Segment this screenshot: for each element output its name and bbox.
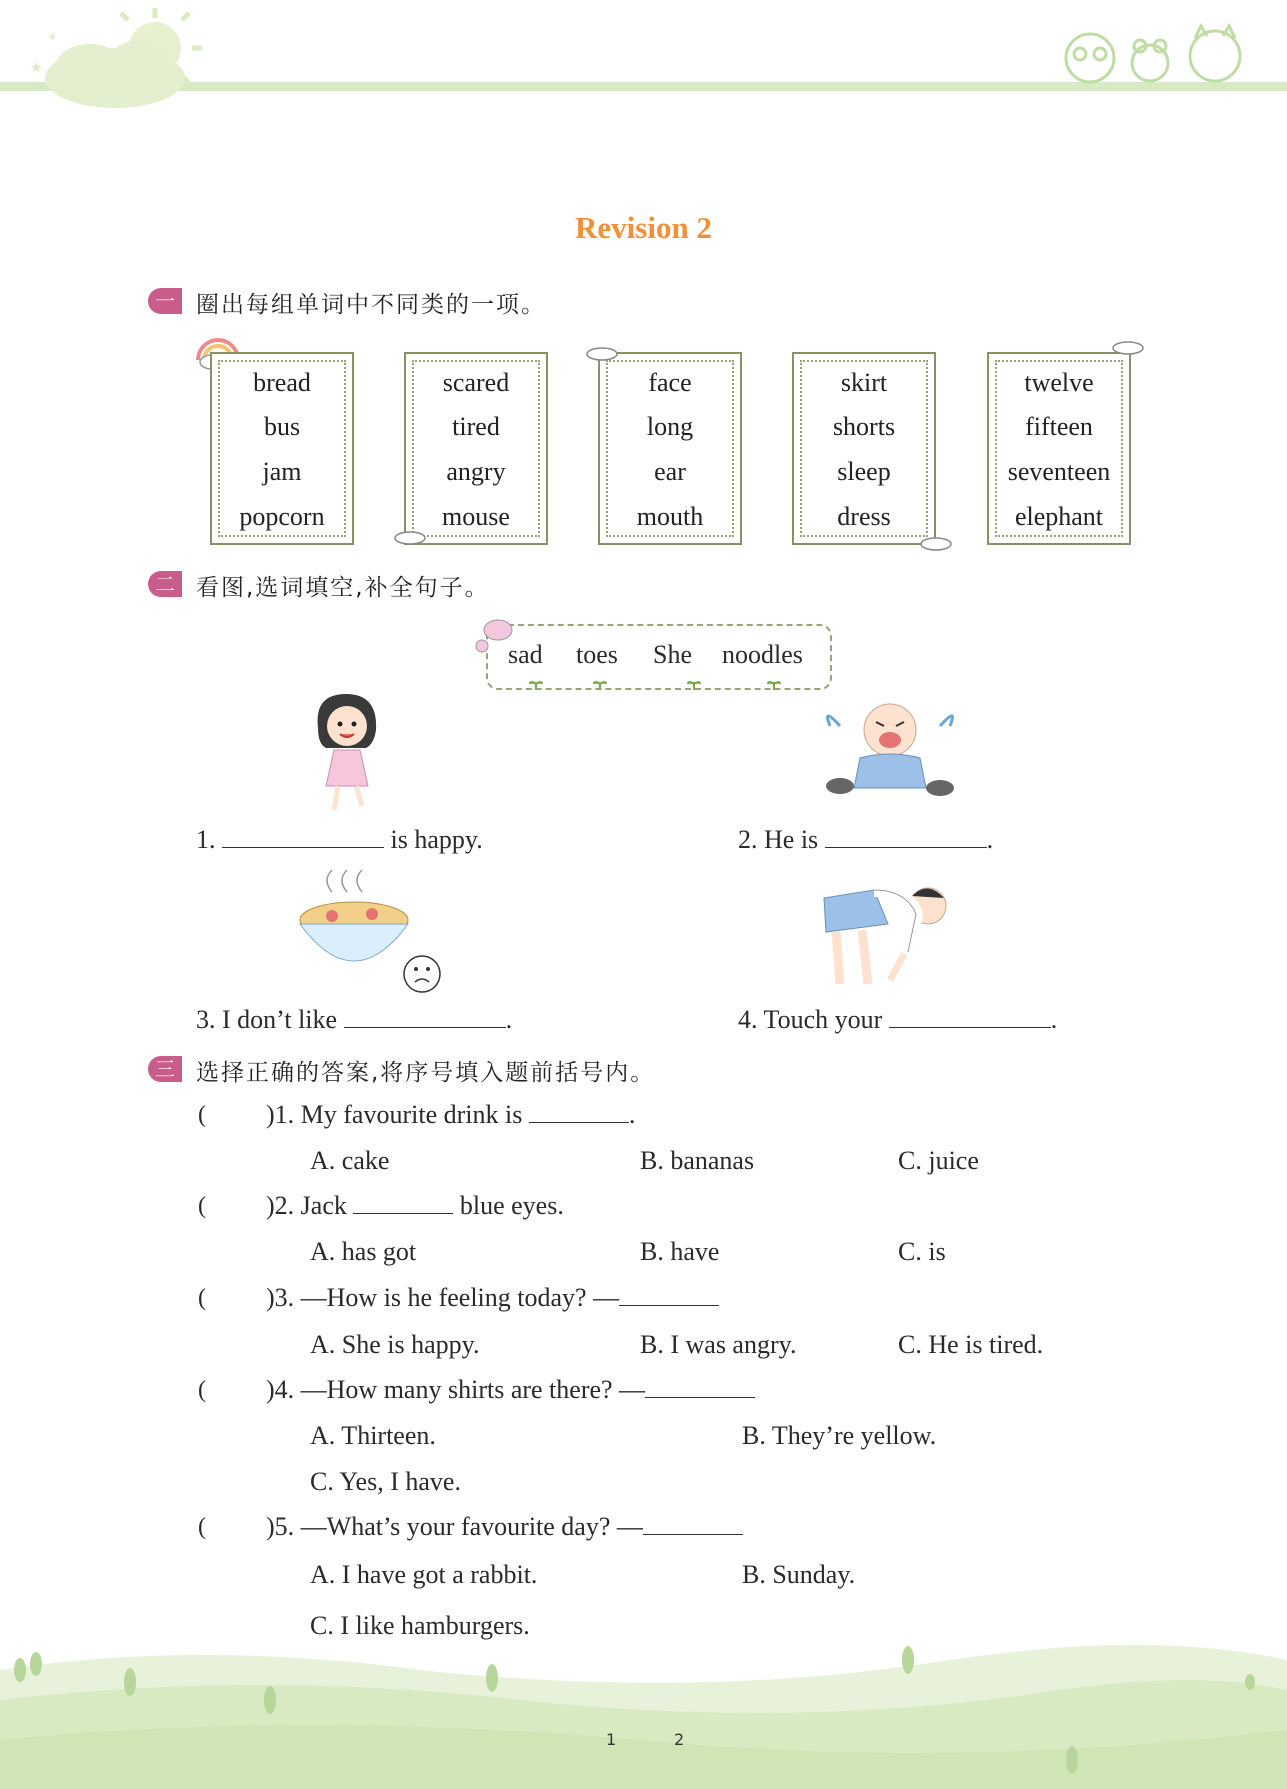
question-text: is happy.: [390, 825, 483, 854]
option-c[interactable]: C. is: [898, 1237, 946, 1266]
mc-question-2: [266, 1191, 564, 1221]
answer-blank[interactable]: [344, 1005, 506, 1028]
option-b[interactable]: B. I was angry.: [640, 1330, 797, 1359]
option-c[interactable]: C. Yes, I have.: [310, 1467, 461, 1496]
mc-question-1: [266, 1100, 635, 1130]
option-c[interactable]: C. He is tired.: [898, 1330, 1044, 1359]
word-option[interactable]: ear: [654, 457, 686, 486]
question-text: 3. I don’t like: [196, 1005, 338, 1034]
question-punctuation: .: [505, 1005, 513, 1034]
option-b[interactable]: B. bananas: [640, 1146, 755, 1175]
section-2-instruction: 看图,选词填空,补全句子。: [196, 575, 490, 601]
answer-blank[interactable]: [889, 1005, 1051, 1028]
noodle-bowl-picture: [292, 868, 442, 998]
question-text: )4. —How many shirts are there? —: [266, 1375, 646, 1404]
sad-boy-crying-picture: [820, 696, 960, 808]
word-bank-item[interactable]: noodles: [722, 640, 803, 669]
option-a[interactable]: A. Thirteen.: [310, 1421, 436, 1450]
word-option[interactable]: jam: [262, 457, 302, 486]
option-a[interactable]: A. has got: [310, 1237, 417, 1266]
option-b[interactable]: B. They’re yellow.: [742, 1421, 937, 1450]
option-a[interactable]: A. cake: [310, 1146, 390, 1175]
mc-question-3: [266, 1283, 719, 1313]
answer-blank[interactable]: [619, 1283, 719, 1306]
word-group-2: [404, 352, 548, 545]
word-option[interactable]: seventeen: [1007, 457, 1111, 486]
word-option[interactable]: shorts: [832, 412, 896, 441]
word-option[interactable]: bread: [253, 368, 311, 397]
cloud-icon: [584, 346, 620, 362]
question-punctuation: .: [1050, 1005, 1058, 1034]
word-group-3: [598, 352, 742, 545]
sun-cloud-decoration: [20, 0, 210, 120]
word-bank-item[interactable]: She: [653, 640, 692, 669]
word-group-4: [792, 352, 936, 545]
boy-touching-toes-picture: [816, 876, 956, 992]
word-option[interactable]: elephant: [1014, 502, 1104, 531]
question-text: )1. My favourite drink is: [266, 1100, 523, 1129]
cloud-icon: [918, 536, 954, 552]
answer-bracket[interactable]: (: [198, 1377, 206, 1403]
picture-question-2: [738, 825, 993, 855]
page-number-right: 2: [674, 1730, 685, 1749]
answer-blank[interactable]: [643, 1512, 743, 1535]
word-option[interactable]: scared: [442, 368, 510, 397]
question-text: )3. —How is he feeling today? —: [266, 1283, 620, 1312]
option-b[interactable]: B. Sunday.: [742, 1560, 856, 1589]
answer-bracket[interactable]: (: [198, 1514, 206, 1540]
sprout-icons: [528, 678, 788, 692]
animals-decoration: [1055, 18, 1255, 88]
word-option[interactable]: dress: [837, 502, 891, 531]
question-text: 4. Touch your: [738, 1005, 883, 1034]
picture-question-1: [196, 825, 483, 855]
picture-question-4: [738, 1005, 1057, 1035]
option-c[interactable]: C. I like hamburgers.: [310, 1611, 530, 1640]
section-2-badge: 二: [148, 571, 182, 597]
svg-text:★: ★: [30, 61, 43, 76]
word-option[interactable]: bus: [263, 412, 301, 441]
answer-blank[interactable]: [222, 825, 384, 848]
option-a[interactable]: A. I have got a rabbit.: [310, 1560, 538, 1589]
answer-blank[interactable]: [645, 1375, 755, 1398]
word-bank-item[interactable]: sad: [508, 640, 543, 669]
word-group-5: [987, 352, 1131, 545]
cloud-icon: [1110, 340, 1146, 356]
answer-bracket[interactable]: (: [198, 1102, 206, 1128]
question-text: )2. Jack: [266, 1191, 347, 1220]
word-option[interactable]: face: [648, 368, 692, 397]
section-1-badge: 一: [148, 288, 182, 314]
mc-question-5: [266, 1512, 743, 1542]
question-text: blue eyes.: [459, 1191, 564, 1220]
section-1-instruction: 圈出每组单词中不同类的一项。: [196, 292, 546, 318]
answer-bracket[interactable]: (: [198, 1193, 206, 1219]
word-option[interactable]: tired: [452, 412, 500, 441]
question-number: 1.: [196, 825, 216, 854]
word-option[interactable]: twelve: [1024, 368, 1094, 397]
page-number-left: 1: [606, 1730, 617, 1749]
hills-decoration: [0, 1630, 1287, 1789]
word-option[interactable]: mouse: [442, 502, 510, 531]
word-group-1: [210, 352, 354, 545]
word-option[interactable]: popcorn: [239, 502, 325, 531]
option-b[interactable]: B. have: [640, 1237, 720, 1266]
cloud-icon: [392, 530, 428, 546]
word-option[interactable]: skirt: [840, 368, 888, 397]
question-punctuation: .: [628, 1100, 636, 1129]
question-punctuation: .: [986, 825, 994, 854]
word-option[interactable]: long: [646, 412, 694, 441]
answer-blank[interactable]: [353, 1191, 453, 1214]
word-option[interactable]: angry: [446, 457, 506, 486]
word-option[interactable]: mouth: [636, 502, 704, 531]
word-option[interactable]: fifteen: [1025, 412, 1093, 441]
word-bank-item[interactable]: toes: [576, 640, 618, 669]
section-3-badge: 三: [148, 1056, 182, 1082]
svg-text:★: ★: [48, 32, 57, 43]
question-text: )5. —What’s your favourite day? —: [266, 1512, 643, 1541]
option-c[interactable]: C. juice: [898, 1146, 979, 1175]
question-text: 2. He is: [738, 825, 819, 854]
mc-question-4: [266, 1375, 755, 1405]
answer-blank[interactable]: [825, 825, 987, 848]
answer-bracket[interactable]: (: [198, 1285, 206, 1311]
page-title: Revision 2: [575, 210, 712, 245]
picture-question-3: [196, 1005, 512, 1035]
word-option[interactable]: sleep: [837, 457, 891, 486]
section-3-instruction: 选择正确的答案,将序号填入题前括号内。: [196, 1060, 656, 1086]
answer-blank[interactable]: [529, 1100, 629, 1123]
option-a[interactable]: A. She is happy.: [310, 1330, 480, 1359]
happy-girl-picture: [304, 688, 388, 818]
